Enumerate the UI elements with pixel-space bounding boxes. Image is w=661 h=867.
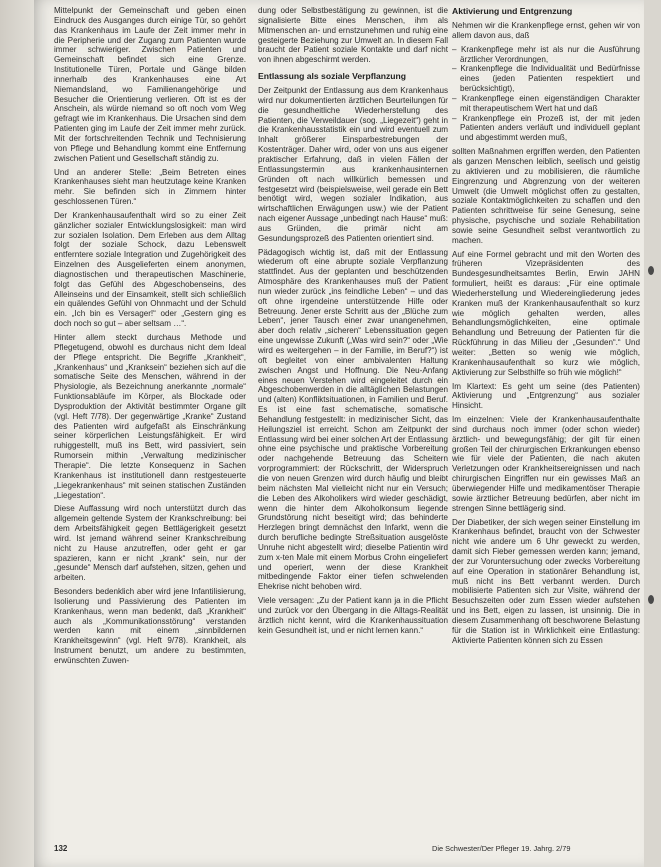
paragraph: Der Zeitpunkt der Entlassung aus dem Krankenhaus wird nur dokumentierten ärztlichen Beurteilungen für die gesundheitliche Wiederherstellung des Patienten, die Verweildauer (sog. „Liegezeit“) geht in die Krankenhausstatistik ein und wird eventuell zum Inhalt größerer Einsparbestrebungen der Kostenträger. Daher wird, oder von uns aus eigener praktischer Erfahrung, daß in vielen Fällen der Entlassungstermin aus krankenhausinternen Gründen oft nach willkürlich bemessen und festgesetzt wird (beispielsweise, weil gerade ein Bett benötigt wird, wegen sozialer Indikation, aus wirtschaftlichen Erwägungen usw.) wie der Patient nach eigener Aussage „unbedingt nach Hause“ muß: aus Gründen, die primär nicht am Gesundungsprozeß des Patienten orientiert sind. xyxy=(258,86,448,243)
list-item: – Krankenpflege ein Prozeß ist, der mit jeden Patienten anders verläuft und individuell geplant und abgestimmt werden muß, xyxy=(452,114,640,144)
paragraph: Diese Auffassung wird noch unterstützt durch das allgemein geltende System der Krankschreibung: bei dem Arbeitsfähigkeit gegen Bettlägerigkeit gesetzt wird. Ist jemand während seiner Krankschreibung nicht zu Hause anzutreffen, oder geht er gar spazieren, kann er nicht „krank“ sein, nur der „gesunde“ Mensch darf aufstehen, sitzen, gehen und arbeiten. xyxy=(54,504,246,583)
paragraph: Pädagogisch wichtig ist, daß mit der Entlassung wiederum oft eine abrupte soziale Verpflanzung stattfindet. Aus der geplanten und beschützenden Atmosphäre des Krankenhauses muß der Patient nun wieder zurück „ins feindliche Leben“ – und das oft ohne irgendeine unterstützende Hilfe oder Betreuung. Jener erste Schritt aus der „Blüche zum Leben“, jener Tausch einer zwar unangenehmen, aber doch relativ „sicheren“ Lebenssituation gegen eine ungewisse Zukunft („Was wird sein?“ oder „Wie wird es weitergehen – in der Familie, im Beruf?“) ist oft begleitet von einer ambivalenten Haltung zwischen Angst und Hoffnung. Die Neu-Anfang eines neuen Verstehen wird eingeleitet durch ein Abgeschobenwerden in die alltäglichen Belastungen und (alten) Konfliktsituationen, in Familien und Beruf. Es ist eine fast schematische, somatische Behandlung festgestellt: in medizinischer Sicht, das Heilungsziel ist erreicht. Schon am Zeitpunkt der Entlassung wird bei einer solchen Art der Entlassung ohne eine psychische und praktische Vorbereitung oder nachgehende Betreuung das Scheitern vorprogrammiert: der Rückschritt, der Widerspruch die von neuen Grenzen wird durch häufig und bleibt beim nächsten Mal vielleicht nicht nur ein Versuch; die Leben des Alkoholikers wird wieder geschädigt, wenn die hinter dem Alkoholkonsum liegende Grundstörung nicht beseitigt wird; das behinderte Herzlegen bringt demnächst den Infarkt, wenn die durch berufliche bedingte Streßsituation ausgelöste Unruhe nicht abgestellt wird; dieselbe Patientin wird zum x-ten Male mit einem Morbus Crohn eingeliefert und operiert, wenn der diese Krankheit mitbedingende Faktor einer tiefen schwelenden Ehekrise nicht behoben wird. xyxy=(258,247,448,592)
paragraph: dung oder Selbstbestätigung zu gewinnen, ist die signalisierte Bitte eines Menschen, ihm als Mitmenschen an- und ernstzunehmen und ruhig eine gesteigerte Beziehung zur Umwelt an. In diesem Fall braucht der Patient soziale Kontakte und darf nicht von ihnen abgeschirmt werden. xyxy=(258,6,448,65)
journal-source: Die Schwester/Der Pfleger 19. Jahrg. 2/79 xyxy=(432,844,571,853)
list-item: – Krankenpflege einen eigenständigen Charakter mit therapeutischem Wert hat und daß xyxy=(452,94,640,114)
paragraph: Im einzelnen: Viele der Krankenhausaufenthalte sind durchaus noch immer (oder schon wieder) ärztlich- und bewegungsfähig; der gilt für einen großen Teil der chirurgischen Erkrankungen ebenso wie für viele der Patienten, die nach akuten Verletzungen oder Krankheitsereignissen und nach chirurgischen Eingriffen nur ein gewisses Maß an überwiegender Hilfe und medikamentöser Therapie sowie ärztlicher Betreuung bedürfen, aber nicht im strengen Sinne bettlägerig sind. xyxy=(452,415,640,513)
section-heading: Aktivierung und Entgrenzung xyxy=(452,6,573,16)
paragraph: Und an anderer Stelle: „Beim Betreten eines Krankenhauses sieht man heutzutage keine Kranken mehr. Sie befinden sich in Zimmern hinter geschlossenen Türen.“ xyxy=(54,167,246,207)
page-number: 132 xyxy=(54,844,68,853)
text-column-2 xyxy=(258,6,448,818)
text-column-1 xyxy=(54,6,246,818)
book-spine xyxy=(0,0,34,867)
paragraph: Viele versagen: „Zu der Patient kann ja in die Pflicht und zurück vor den Übergang in die Alltags-Realität ärztlich nicht kennt, wird die Krankenhaussituation kein Gesundheit ist, und er nicht lernen kann.“ xyxy=(258,596,448,635)
paragraph: Der Diabetiker, der sich wegen seiner Einstellung im Krankenhaus befindet, braucht von der Schwester nicht wie andere um 6 Uhr geweckt zu werden, damit sich Fieber gemessen werden kann; jemand, der zur Voruntersuchung oder zwecks Vorbereitung auf eine Operation in stationärer Behandlung ist, muß nicht ins Bett verbannt werden. Durch mobilisierte Patienten sich zur Visite, während der Besuchszeiten oder zum Essen wieder aufstehen und ins Bett, eigen zu lassen, ist unsinnig. Die in diesem Zusammenhang oft beschworene Belastung für die Station ist in Wirklichkeit eine Entlastung: Aktivierte Patienten können sich zu Essen xyxy=(452,517,640,645)
list-item: – Krankenpflege die Individualität und Bedürfnisse eines (jeden Patienten respektiert und berücksichtigt), xyxy=(452,64,640,94)
binder-hole xyxy=(648,266,654,275)
binder-hole xyxy=(648,595,654,604)
section-heading: Entlassung als soziale Verpflanzung xyxy=(258,71,407,82)
paragraph: Hinter allem steckt durchaus Methode und Pflegetugend, obwohl es durchaus nicht dem Ideal der Pflege entspricht. Die Begriffe „Krankheit“, „Krankenhaus“ und „Kranksein“ beziehen sich auf die somatische Seite des Menschen, während in der Physiologie, als Bezeichnung anerkannte „normale“ Funktionsabläufe im Körper, als Blockade oder Dysproduktion der Aktivität bestimmter Organe gilt (vgl. Heft 7/78). Der gegenwärtige „Kranke“ Zustand des Patienten wird aufgefaßt als Einschränkung seiner körperlichen Leistungsfähigkeit. Er wird ruhiggestellt, muß ins Bett, wird passiviert, sein Rumorsein mithin „Verwaltung medizinischer Therapie“. Die letzte Konsequenz in Sachen Krankenhaus ist institutionell dann restgesteuerte „Liegekrankenhaus“ mit seinen statischen Zuständen „Liegestation“. xyxy=(54,333,246,500)
list-item: – Krankenpflege mehr ist als nur die Ausführung ärztlicher Verordnungen, xyxy=(452,45,640,65)
text-column-3 xyxy=(452,6,640,818)
paragraph: Im Klartext: Es geht um seine (des Patienten) Aktivierung und „Entgrenzung“ aus sozialer Hinsicht. xyxy=(452,381,640,411)
paragraph: Auf eine Formel gebracht und mit den Worten des früheren Vizepräsidenten des Bundesgesundheitsamtes Berlin, Erwin JAHN formuliert, heißt es daraus: „Für eine optimale Wiederherstellung und Wiedereingliederung jedes Kranken muß der Krankenhausaufenthalt so kurz wie möglich gehalten werden, alles Behandlungsmöglichkeiten, eine optimale Behandlung und Betreuung der Patienten für die Rückführung in das Milieu der „Gesunden“.“ Und weiter: „Betten so wenig wie möglich, Krankenhausaufenthalt so kurz wie möglich, Aktivierung zur Selbsthilfe so früh wie möglich!“ xyxy=(452,249,640,377)
paragraph: Der Krankenhausaufenthalt wird so zu einer Zeit gänzlicher sozialer Entwicklungslosigkeit: man wird zur sozialen Isolation. Dem Erleben aus dem Alltag folgt der soziale Schock, dazu Lebenswelt entferntere soziale Integration und Zugehörigkeit des Einzelnen des Ausgelieferten einem anonymen, diagnostischen und therapeutischen Maschinerie, folgt das Gefühl des Abgeschobenseins, des Alleinseins und der Einsamkeit, stellt sich schließlich ein quälendes Gefühl von Ohnmacht und der Schuld ein. „Ich bin es Versager!“ oder „Gestern ging es doch noch so gut – aber seltsam …“. xyxy=(54,210,246,329)
paragraph: Nehmen wir die Krankenpflege ernst, gehen wir von allem davon aus, daß xyxy=(452,21,640,40)
paragraph: Besonders bedenklich aber wird jene Infantilisierung, Isolierung und Passivierung des Patienten im Krankenhaus, wenn man bedenkt, daß „Krankheit“ auch als „Kommunikationsstörung“ verstanden werden kann mit einem „sinnbildernen Krankheitsgewinn“ (vgl. Heft 9/78). Krankheit, als Instrument benutzt, um andere zu bestimmten, erwünschten Zuwen- xyxy=(54,587,246,665)
paragraph: sollten Maßnahmen ergriffen werden, den Patienten als ganzen Menschen leiblich, seelisch und geistig zu aktivieren und zu mobilisieren, die räumliche Eingrenzung und Abgrenzung von der weiteren Umwelt (die Umwelt möglichst offen zu gestalten, soziale Kontaktmöglichkeiten zu schaffen und den Patienten schrittweise für seine Genesung, seine physische, psychische und soziale Rehabilitation sowie seine Gesundheit selbst verantwortlich zu machen. xyxy=(452,147,640,245)
paragraph: Mittelpunkt der Gemeinschaft und geben einen Eindruck des Ausganges durch einige Tür, so gehört das Krankenhaus im Laufe der Zeit immer mehr in die Peripherie und der Zugang zum Patienten wurde immer schwieriger. Zwischen Patienten und Gemeinschaft befindet sich eine Grenze. Institutionelle Türen, Portale und Gänge bilden innerhalb des Krankenhauses eine Art Niemandsland, wo Familienangehörige und Besucher die Orientierung verlieren. Oft ist es der Anschein, als würde niemand so oft noch vom Weg gefragt wie im Krankenhaus. Die Ursachen sind dem Patienten ging im Laufe der Zeit immer mehr zurück. Mit der fortschreitenden Technik und Technisierung von Pflege und Behandlung kommt eine Entfernung zwischen Patient und Gesellschaft ständig zu. xyxy=(54,6,246,163)
bullet-list xyxy=(452,45,640,143)
